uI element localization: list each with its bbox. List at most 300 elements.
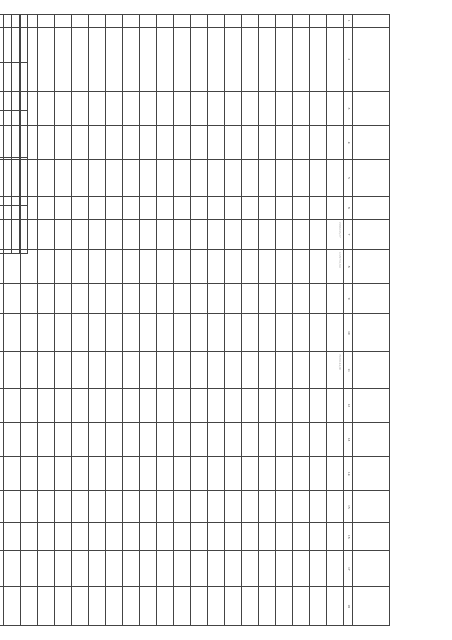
table-cell bbox=[174, 196, 191, 220]
summary-row bbox=[4, 15, 12, 254]
table-cell bbox=[208, 126, 225, 160]
table-cell bbox=[327, 160, 344, 196]
table-cell bbox=[38, 491, 55, 523]
table-cell bbox=[123, 284, 140, 314]
table-cell bbox=[174, 15, 191, 28]
table-cell bbox=[293, 284, 310, 314]
table-cell bbox=[0, 491, 4, 523]
table-cell bbox=[157, 196, 174, 220]
table-cell bbox=[225, 457, 242, 491]
table-row bbox=[259, 15, 276, 626]
table-cell bbox=[225, 314, 242, 352]
table-cell bbox=[89, 126, 106, 160]
table-cell bbox=[191, 220, 208, 250]
table-cell bbox=[191, 196, 208, 220]
table-cell bbox=[327, 523, 344, 551]
table-cell bbox=[191, 352, 208, 388]
table-cell bbox=[4, 457, 21, 491]
table-cell bbox=[259, 551, 276, 587]
table-cell bbox=[4, 352, 21, 388]
table-cell bbox=[123, 91, 140, 125]
column-number: 7 bbox=[344, 220, 353, 250]
table-cell bbox=[276, 249, 293, 283]
table-row bbox=[72, 15, 89, 626]
table-cell bbox=[293, 220, 310, 250]
table-cell bbox=[310, 91, 327, 125]
table-cell bbox=[89, 284, 106, 314]
table-cell bbox=[208, 196, 225, 220]
table-cell bbox=[123, 15, 140, 28]
table-cell bbox=[242, 220, 259, 250]
column-number: 13 bbox=[344, 422, 353, 456]
table-cell bbox=[327, 587, 344, 626]
column-number: 1 bbox=[344, 15, 353, 28]
table-cell bbox=[242, 91, 259, 125]
table-row bbox=[38, 15, 55, 626]
table-cell bbox=[242, 422, 259, 456]
table-cell bbox=[55, 15, 72, 28]
table-cell bbox=[4, 587, 21, 626]
table-row bbox=[191, 15, 208, 626]
table-cell bbox=[0, 388, 4, 422]
table-cell bbox=[327, 27, 344, 91]
table-cell bbox=[72, 196, 89, 220]
table-cell bbox=[293, 314, 310, 352]
table-cell bbox=[208, 352, 225, 388]
table-cell bbox=[157, 91, 174, 125]
summary-cell bbox=[0, 158, 4, 206]
table-cell bbox=[89, 196, 106, 220]
table-cell bbox=[327, 388, 344, 422]
column-number: 4 bbox=[344, 126, 353, 160]
table-cell bbox=[140, 220, 157, 250]
column-header bbox=[353, 587, 390, 626]
table-cell bbox=[157, 27, 174, 91]
table-cell bbox=[106, 126, 123, 160]
table-cell bbox=[140, 27, 157, 91]
table-cell bbox=[157, 284, 174, 314]
table-cell bbox=[259, 523, 276, 551]
table-cell bbox=[191, 284, 208, 314]
table-cell bbox=[327, 196, 344, 220]
table-cell bbox=[21, 457, 38, 491]
table-cell bbox=[0, 284, 4, 314]
table-cell bbox=[157, 126, 174, 160]
table-cell bbox=[72, 587, 89, 626]
column-header bbox=[353, 220, 390, 250]
table-cell bbox=[89, 523, 106, 551]
summary-cell bbox=[12, 158, 20, 206]
table-cell bbox=[140, 388, 157, 422]
table-cell bbox=[72, 15, 89, 28]
table-cell bbox=[0, 523, 4, 551]
table-cell bbox=[55, 249, 72, 283]
table-row bbox=[225, 15, 242, 626]
table-cell bbox=[21, 587, 38, 626]
table-cell bbox=[259, 249, 276, 283]
table-cell bbox=[191, 551, 208, 587]
table-cell bbox=[293, 196, 310, 220]
table-cell bbox=[259, 457, 276, 491]
table-cell bbox=[310, 15, 327, 28]
column-number: 3 bbox=[344, 91, 353, 125]
column-number: 6 bbox=[344, 196, 353, 220]
table-cell bbox=[310, 388, 327, 422]
table-cell bbox=[89, 551, 106, 587]
table-cell bbox=[21, 422, 38, 456]
table-cell bbox=[191, 91, 208, 125]
table-cell bbox=[106, 352, 123, 388]
table-cell bbox=[140, 352, 157, 388]
table-cell bbox=[242, 491, 259, 523]
column-number: 5 bbox=[344, 160, 353, 196]
table-cell bbox=[157, 551, 174, 587]
table-cell bbox=[293, 249, 310, 283]
table-cell bbox=[38, 160, 55, 196]
table-cell bbox=[293, 160, 310, 196]
summary-cell bbox=[0, 15, 4, 63]
table-cell bbox=[327, 491, 344, 523]
table-cell bbox=[140, 457, 157, 491]
column-header bbox=[353, 249, 390, 283]
table-cell bbox=[174, 551, 191, 587]
table-cell bbox=[106, 523, 123, 551]
table-cell bbox=[293, 27, 310, 91]
table-cell bbox=[293, 457, 310, 491]
table-cell bbox=[123, 551, 140, 587]
table-cell bbox=[293, 422, 310, 456]
column-number-row bbox=[344, 15, 353, 626]
table-cell bbox=[89, 27, 106, 91]
table-row bbox=[123, 15, 140, 626]
table-cell bbox=[225, 523, 242, 551]
table-cell bbox=[242, 523, 259, 551]
table-cell bbox=[140, 249, 157, 283]
table-cell bbox=[225, 551, 242, 587]
table-cell bbox=[123, 587, 140, 626]
table-cell bbox=[4, 491, 21, 523]
table-cell bbox=[21, 551, 38, 587]
table-cell bbox=[242, 352, 259, 388]
table-cell bbox=[72, 284, 89, 314]
column-number: 8 bbox=[344, 249, 353, 283]
table-row bbox=[140, 15, 157, 626]
table-cell bbox=[38, 126, 55, 160]
table-cell bbox=[208, 284, 225, 314]
table-cell bbox=[89, 422, 106, 456]
table-cell bbox=[174, 91, 191, 125]
table-cell bbox=[72, 388, 89, 422]
column-number: 14 bbox=[344, 457, 353, 491]
table-cell bbox=[4, 284, 21, 314]
table-cell bbox=[123, 160, 140, 196]
table-cell bbox=[72, 126, 89, 160]
table-cell bbox=[21, 388, 38, 422]
table-cell bbox=[276, 457, 293, 491]
table-cell bbox=[276, 352, 293, 388]
column-number: 9 bbox=[344, 284, 353, 314]
table-cell bbox=[259, 587, 276, 626]
summary-cell bbox=[12, 62, 20, 110]
table-cell bbox=[55, 352, 72, 388]
table-cell bbox=[55, 551, 72, 587]
table-cell bbox=[55, 523, 72, 551]
table-cell bbox=[310, 249, 327, 283]
column-header bbox=[353, 15, 390, 28]
table-cell bbox=[89, 249, 106, 283]
table-cell bbox=[276, 27, 293, 91]
table-cell bbox=[157, 352, 174, 388]
table-cell bbox=[191, 388, 208, 422]
table-cell bbox=[225, 91, 242, 125]
table-cell bbox=[208, 551, 225, 587]
table-row bbox=[327, 15, 344, 626]
table-cell bbox=[123, 422, 140, 456]
table-cell bbox=[191, 126, 208, 160]
table-cell bbox=[55, 220, 72, 250]
column-number: 16 bbox=[344, 523, 353, 551]
table-cell bbox=[276, 523, 293, 551]
table-cell bbox=[38, 457, 55, 491]
cell-value: 7028144,00 bbox=[338, 353, 342, 371]
table-row bbox=[55, 15, 72, 626]
table-cell bbox=[225, 587, 242, 626]
table-cell bbox=[140, 314, 157, 352]
table-cell bbox=[242, 15, 259, 28]
table-cell bbox=[123, 126, 140, 160]
table-row bbox=[242, 15, 259, 626]
table-cell bbox=[140, 422, 157, 456]
table-cell bbox=[327, 126, 344, 160]
table-row bbox=[106, 15, 123, 626]
cell-value: 1966233,27 bbox=[338, 221, 342, 238]
table-cell bbox=[0, 587, 4, 626]
summary-cell bbox=[0, 206, 4, 254]
table-cell bbox=[157, 388, 174, 422]
column-number: 15 bbox=[344, 491, 353, 523]
table-cell bbox=[55, 422, 72, 456]
summary-cell bbox=[20, 62, 28, 110]
table-cell bbox=[0, 551, 4, 587]
table-cell bbox=[276, 196, 293, 220]
table-cell bbox=[106, 587, 123, 626]
table-cell bbox=[38, 587, 55, 626]
table-cell bbox=[55, 160, 72, 196]
table-cell bbox=[123, 314, 140, 352]
table-cell bbox=[89, 91, 106, 125]
table-cell bbox=[89, 587, 106, 626]
summary-cell bbox=[4, 110, 12, 158]
table-cell bbox=[0, 422, 4, 456]
table-cell bbox=[123, 523, 140, 551]
table-cell bbox=[208, 457, 225, 491]
summary-table bbox=[0, 14, 28, 254]
table-cell bbox=[259, 15, 276, 28]
table-cell bbox=[276, 220, 293, 250]
table-cell bbox=[123, 388, 140, 422]
table-cell bbox=[38, 551, 55, 587]
table-cell bbox=[157, 457, 174, 491]
table-cell bbox=[55, 491, 72, 523]
summary-cell bbox=[0, 62, 4, 110]
table-cell bbox=[0, 457, 4, 491]
table-cell bbox=[310, 196, 327, 220]
table-cell bbox=[123, 196, 140, 220]
table-cell bbox=[4, 551, 21, 587]
table-cell bbox=[310, 126, 327, 160]
table-cell bbox=[225, 422, 242, 456]
table-cell bbox=[259, 352, 276, 388]
table-cell bbox=[89, 220, 106, 250]
table-cell bbox=[174, 352, 191, 388]
table-cell bbox=[174, 160, 191, 196]
column-number: 12 bbox=[344, 388, 353, 422]
table-cell bbox=[140, 196, 157, 220]
column-number: 11 bbox=[344, 352, 353, 388]
table-cell bbox=[174, 587, 191, 626]
table-cell bbox=[225, 284, 242, 314]
table-cell bbox=[174, 491, 191, 523]
table-cell bbox=[208, 15, 225, 28]
table-cell bbox=[174, 284, 191, 314]
table-cell bbox=[38, 284, 55, 314]
table-cell bbox=[259, 160, 276, 196]
table-cell bbox=[55, 91, 72, 125]
column-number: 17 bbox=[344, 551, 353, 587]
summary-cell bbox=[20, 110, 28, 158]
table-cell bbox=[191, 523, 208, 551]
table-cell bbox=[174, 457, 191, 491]
column-header bbox=[353, 126, 390, 160]
table-cell bbox=[259, 422, 276, 456]
table-cell bbox=[208, 160, 225, 196]
table-cell bbox=[55, 314, 72, 352]
column-header bbox=[353, 91, 390, 125]
table-cell bbox=[191, 422, 208, 456]
table-cell bbox=[191, 491, 208, 523]
table-row bbox=[310, 15, 327, 626]
table-cell bbox=[72, 220, 89, 250]
table-cell bbox=[191, 15, 208, 28]
table-cell bbox=[4, 314, 21, 352]
table-cell bbox=[89, 160, 106, 196]
table-cell bbox=[72, 314, 89, 352]
table-cell bbox=[123, 491, 140, 523]
table-cell bbox=[276, 126, 293, 160]
table-row bbox=[174, 15, 191, 626]
table-cell bbox=[0, 314, 4, 352]
table-cell bbox=[276, 160, 293, 196]
table-cell bbox=[310, 314, 327, 352]
table-cell bbox=[208, 422, 225, 456]
table-cell bbox=[293, 491, 310, 523]
table-cell bbox=[72, 457, 89, 491]
table-cell bbox=[310, 27, 327, 91]
table-cell bbox=[208, 523, 225, 551]
table-row bbox=[293, 15, 310, 626]
table-cell bbox=[191, 160, 208, 196]
table-cell bbox=[140, 523, 157, 551]
table-cell bbox=[106, 491, 123, 523]
table-cell bbox=[191, 314, 208, 352]
table-cell bbox=[293, 352, 310, 388]
table-cell bbox=[242, 196, 259, 220]
column-header bbox=[353, 388, 390, 422]
summary-cell bbox=[4, 15, 12, 63]
table-cell bbox=[140, 491, 157, 523]
table-cell bbox=[208, 220, 225, 250]
table-cell bbox=[174, 220, 191, 250]
table-cell bbox=[293, 551, 310, 587]
table-cell bbox=[0, 352, 4, 388]
table-cell bbox=[208, 249, 225, 283]
summary-cell bbox=[4, 158, 12, 206]
table-cell bbox=[276, 15, 293, 28]
summary-row bbox=[0, 15, 4, 254]
table-cell bbox=[208, 91, 225, 125]
summary-cell bbox=[12, 110, 20, 158]
table-cell bbox=[225, 196, 242, 220]
table-cell bbox=[157, 523, 174, 551]
table-cell bbox=[259, 220, 276, 250]
table-cell bbox=[106, 160, 123, 196]
table-cell bbox=[310, 422, 327, 456]
table-cell bbox=[38, 388, 55, 422]
summary-cell bbox=[20, 15, 28, 63]
table-cell bbox=[106, 27, 123, 91]
table-cell bbox=[191, 457, 208, 491]
table-cell bbox=[4, 249, 21, 283]
summary-cell bbox=[12, 206, 20, 254]
table-cell bbox=[140, 126, 157, 160]
table-cell bbox=[72, 551, 89, 587]
table-cell bbox=[242, 284, 259, 314]
column-header bbox=[353, 27, 390, 91]
table-cell bbox=[310, 220, 327, 250]
table-cell bbox=[276, 284, 293, 314]
table-cell bbox=[157, 160, 174, 196]
table-cell bbox=[259, 491, 276, 523]
table-cell bbox=[140, 551, 157, 587]
table-cell bbox=[72, 91, 89, 125]
table-cell bbox=[72, 160, 89, 196]
table-cell bbox=[276, 422, 293, 456]
table-cell bbox=[106, 457, 123, 491]
table-cell bbox=[242, 160, 259, 196]
column-header bbox=[353, 523, 390, 551]
table-cell bbox=[157, 491, 174, 523]
table-cell bbox=[55, 587, 72, 626]
table-cell bbox=[276, 587, 293, 626]
summary-cell bbox=[20, 206, 28, 254]
table-cell bbox=[327, 422, 344, 456]
table-cell bbox=[225, 491, 242, 523]
table-cell bbox=[38, 314, 55, 352]
column-header bbox=[353, 314, 390, 352]
table-cell bbox=[157, 15, 174, 28]
table-cell bbox=[0, 249, 4, 283]
table-cell bbox=[123, 352, 140, 388]
table-cell bbox=[327, 220, 344, 250]
table-cell bbox=[259, 126, 276, 160]
table-cell bbox=[259, 314, 276, 352]
table-cell bbox=[242, 587, 259, 626]
table-cell bbox=[174, 523, 191, 551]
table-cell bbox=[21, 523, 38, 551]
table-cell bbox=[89, 457, 106, 491]
table-cell bbox=[276, 551, 293, 587]
table-cell bbox=[55, 284, 72, 314]
